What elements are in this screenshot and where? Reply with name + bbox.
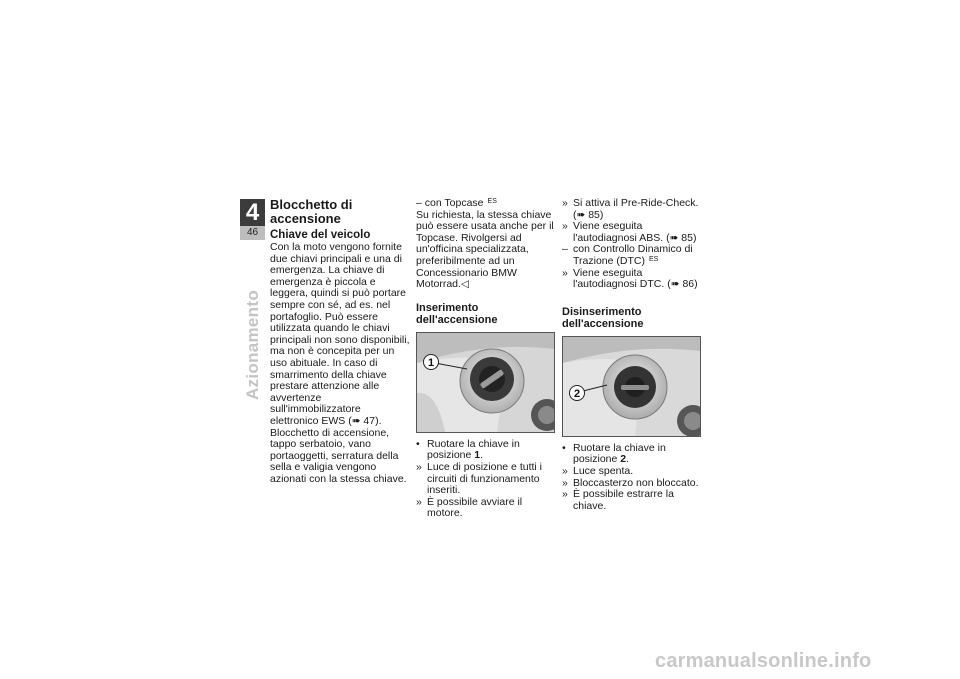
list-marker: • (562, 441, 566, 454)
option-badge: ES (487, 198, 497, 205)
list-item (562, 198, 702, 221)
list-marker: » (416, 495, 422, 508)
ignition-off-photo (562, 336, 701, 437)
topcase-description: Su richiesta, la stessa chiave può essere usata anche per il Topcase. Rivolgersi ad un'officina specializzata, preferibilmente ad un Concessionario BMW Motorrad.◁ (416, 208, 554, 291)
column-3 (562, 198, 702, 512)
list-item (562, 443, 702, 466)
list-marker: » (562, 464, 568, 477)
chapter-tab (240, 199, 265, 240)
page-reference: (➠ 85) (666, 231, 697, 244)
photo-callout-2: 2 (573, 387, 581, 400)
list-item (562, 489, 702, 512)
page-reference: (➠ 85) (573, 208, 604, 221)
list-item-tail: . (480, 449, 484, 462)
list-item (562, 268, 702, 291)
list-item-text: Luce spenta. (573, 464, 634, 477)
position-number: 2 (620, 453, 627, 466)
list-item-text: Viene eseguita l'autodiagnosi DTC. (573, 266, 665, 291)
list-item-text: È possibile estrarre la chiave. (573, 488, 674, 512)
page-number: 46 (240, 226, 265, 240)
switch-on-steps (416, 439, 556, 520)
position-number: 1 (474, 449, 481, 462)
watermark: carmanualsonline.info (655, 650, 872, 672)
key-description (270, 242, 410, 428)
page-reference: (➠ 47). (348, 414, 382, 427)
list-marker: • (416, 437, 420, 450)
list-item-text: È possibile avviare il motore. (427, 495, 523, 520)
option-badge: ES (648, 255, 659, 263)
list-item-text: con Controllo Dinamico di Trazione (DTC) (573, 243, 693, 267)
topcase-option-line (416, 198, 556, 210)
key-description-text: Con la moto vengono fornite due chiavi principali e una di emergenza. La chiave di emergenza è piccola e leggera, quindi si può portare sempre con sé, ad es. nel portafoglio. Può essere utilizzata quando le chiavi principali non sono disponibili, ma non è concepita per un uso abituale. In caso di smarrimento della chiave prestare attenzione alle avvertenze sull'immobilizzatore elettronico EWS (270, 241, 410, 427)
chapter-side-label (240, 289, 265, 401)
chapter-side-label-text: Azionamento (242, 289, 262, 401)
list-marker: » (416, 460, 422, 473)
list-marker: – (562, 243, 568, 256)
list-item (416, 462, 556, 497)
list-marker: » (562, 488, 568, 501)
list-marker: » (562, 197, 568, 209)
list-item (416, 497, 556, 520)
list-item (416, 439, 556, 462)
list-item-text: Ruotare la chiave in posizione (573, 441, 666, 466)
topcase-option-text: – con Topcase (416, 197, 484, 209)
subsection-title-key: Chiave del veicolo (270, 229, 371, 241)
key-usage-text: Blocchetto di accensione, tappo serbatoio, vano portaoggetti, serratura della sella e valigia vengono azionati con la stessa chiave. (270, 426, 407, 485)
list-item-tail: . (626, 453, 630, 466)
list-item-text: Bloccasterzo non bloccato. (573, 476, 699, 489)
ignition-on-photo (416, 332, 555, 433)
page-reference: (➠ 86) (667, 278, 698, 291)
chapter-number: 4 (240, 199, 265, 226)
list-item-text: Luce di posizione e tutti i circuiti di funzionamento inseriti. (427, 460, 542, 497)
list-marker: » (562, 476, 568, 489)
column-2 (416, 198, 556, 520)
list-item-text: Viene eseguita l'autodiagnosi ABS. (573, 220, 664, 244)
list-item (562, 244, 702, 267)
self-check-list (562, 198, 702, 291)
section-title-ignition: Blocchetto di accensione (270, 197, 353, 226)
section-title-switch-on: Inserimento dell'accensione (416, 301, 498, 327)
column-1 (270, 198, 410, 485)
list-item-text: Ruotare la chiave in posizione (427, 437, 520, 462)
section-title-switch-off: Disinserimento dell'accensione (562, 305, 644, 331)
list-item (562, 221, 702, 244)
list-marker: » (562, 266, 568, 279)
switch-off-steps (562, 443, 702, 513)
photo-callout-1: 1 (427, 356, 435, 369)
list-item-text: Si attiva il Pre-Ride-Check. (573, 197, 699, 209)
list-marker: » (562, 220, 568, 233)
